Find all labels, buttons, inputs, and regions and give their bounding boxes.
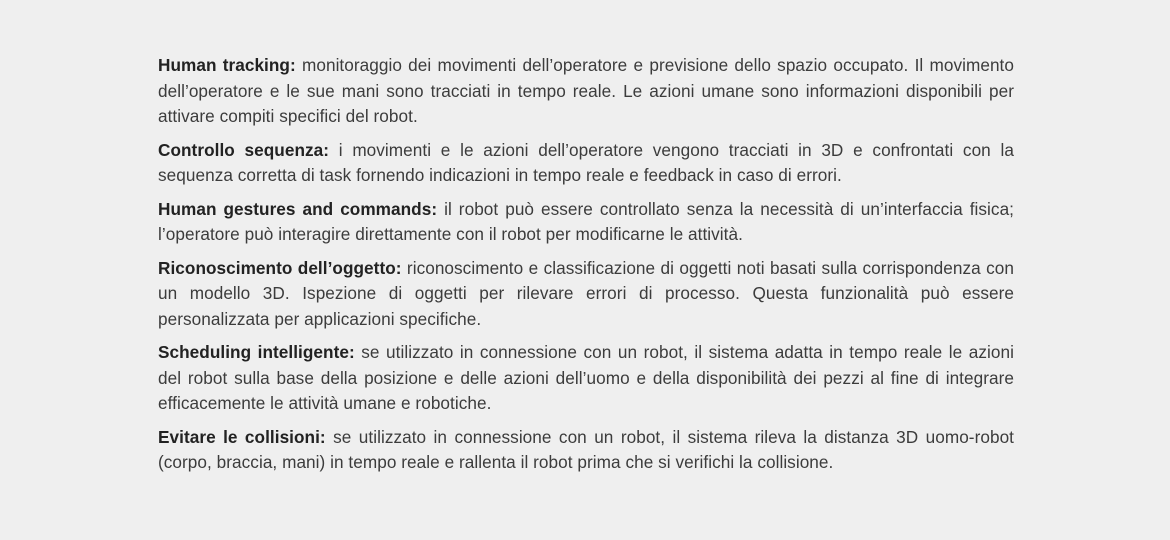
feature-term: Scheduling intelligente: xyxy=(158,342,355,362)
feature-description: il robot può essere controllato senza la necessità di un’interfaccia fisica; l’operatore può interagire direttamente con il robot per modificarne le attività. xyxy=(158,198,1015,244)
feature-description: i movimenti e le azioni dell’operatore vengono tracciati in 3D e confrontati con la sequenza corretta di task fornendo indicazioni in tempo reale e feedback in caso di errori. xyxy=(158,139,1014,185)
feature-list xyxy=(158,53,1014,484)
feature-description: se utilizzato in connessione con un robot, il sistema adatta in tempo reale le azioni del robot sulla base della posizione e delle azioni dell’uomo e della disponibilità dei pezzi al fine di integrare efficacemente le attività umane e robotiche. xyxy=(158,342,1015,413)
feature-evitare-collisioni xyxy=(158,425,1014,476)
feature-human-gestures xyxy=(158,197,1014,248)
feature-term: Controllo sequenza: xyxy=(158,139,330,160)
feature-scheduling-intelligente xyxy=(158,340,1014,417)
feature-description: se utilizzato in connessione con un robot, il sistema rileva la distanza 3D uomo-robot (corpo, braccia, mani) in tempo reale e rallenta il robot prima che si verifichi la collisione. xyxy=(158,426,1014,472)
feature-description: monitoraggio dei movimenti dell’operatore e previsione dello spazio occupato. Il movimento dell’operatore e le sue mani sono tracciati in tempo reale. Le azioni umane sono informazioni disponibili per attivare compiti specifici del robot. xyxy=(158,55,1014,126)
feature-term: Human gestures and commands: xyxy=(158,198,438,219)
feature-description: riconoscimento e classificazione di oggetti noti basati sulla corrispondenza con un modello 3D. Ispezione di oggetti per rilevare errori di processo. Questa funzionalità può essere personalizzata per applicazioni specifiche. xyxy=(158,257,1014,329)
feature-term: Evitare le collisioni: xyxy=(158,426,326,447)
feature-riconoscimento-oggetto xyxy=(158,256,1014,333)
feature-controllo-sequenza xyxy=(158,138,1014,189)
feature-term: Riconoscimento dell’oggetto: xyxy=(158,257,402,278)
feature-human-tracking xyxy=(158,53,1014,130)
feature-term: Human tracking: xyxy=(158,55,296,75)
